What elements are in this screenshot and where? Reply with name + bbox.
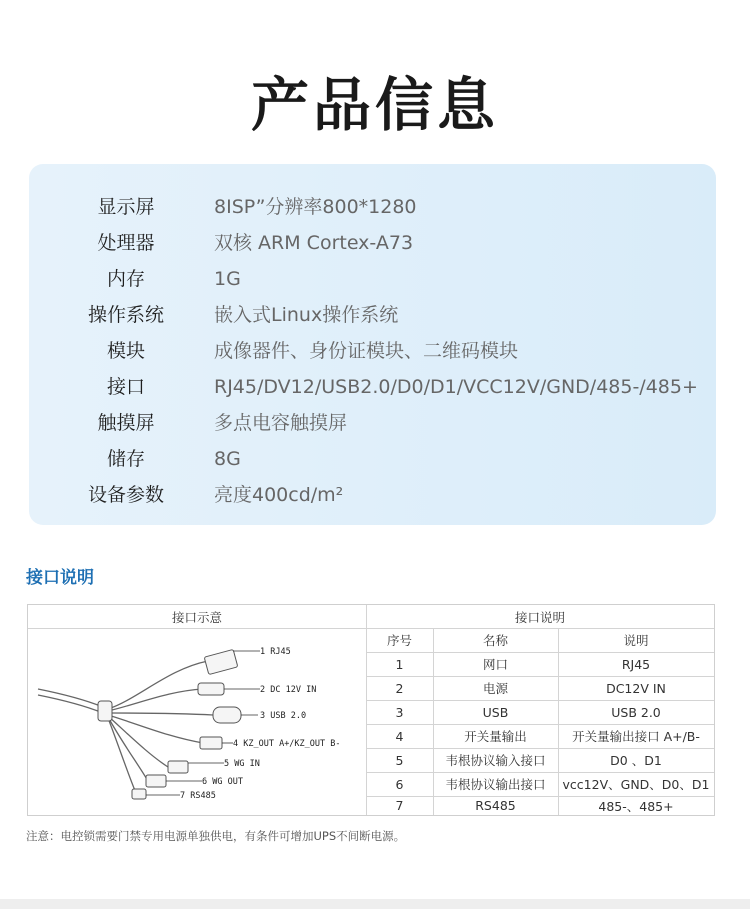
spec-value: RJ45/DV12/USB2.0/D0/D1/VCC12V/GND/485-/485+: [214, 376, 698, 398]
spec-label: 触摸屏: [97, 412, 155, 434]
row-name: 网口: [482, 657, 508, 672]
row-number: 7: [395, 798, 404, 813]
spec-value: 亮度400cd/m²: [214, 484, 344, 506]
power-note: 注意：电控锁需要门禁专用电源单独供电，有条件可增加UPS不间断电源。: [26, 829, 406, 843]
diagram-label: 5 WG IN: [224, 759, 260, 769]
wg-in-connector: [168, 761, 188, 773]
spec-label: 显示屏: [97, 196, 155, 218]
rj45-connector: [204, 649, 238, 674]
row-name: USB: [482, 704, 509, 720]
cable-junction: [98, 701, 112, 721]
spec-row: [29, 189, 716, 225]
spec-row: [29, 333, 716, 369]
spec-row: [29, 441, 716, 477]
row-name: 电源: [482, 681, 508, 696]
spec-label: 储存: [106, 448, 145, 470]
row-desc: USB 2.0: [611, 704, 661, 720]
spec-label: 模块: [106, 340, 145, 362]
column-header: 名称: [482, 633, 508, 648]
diagram-label: 1 RJ45: [260, 647, 291, 657]
row-name: 韦根协议输出接口: [445, 777, 546, 792]
spec-value: 8ISP”分辨率800*1280: [214, 196, 417, 218]
wg-out-connector: [146, 775, 166, 787]
spec-row: [29, 261, 716, 297]
row-number: 4: [395, 728, 404, 744]
spec-value: 成像器件、身份证模块、二维码模块: [214, 340, 519, 362]
spec-label: 设备参数: [87, 484, 164, 506]
spec-value: 1G: [214, 268, 241, 290]
spec-label: 操作系统: [87, 304, 164, 326]
row-number: 2: [395, 680, 404, 696]
rs485-connector: [132, 789, 146, 799]
spec-row: [29, 225, 716, 261]
diagram-label: 4 KZ_OUT A+/KZ_OUT B-: [233, 739, 341, 749]
cable-diagram: [28, 629, 366, 815]
diagram-label: 7 RS485: [180, 791, 216, 801]
spec-row: [29, 369, 716, 405]
row-number: 3: [395, 704, 404, 720]
diagram-label: 6 WG OUT: [202, 777, 243, 787]
diagram-label: 2 DC 12V IN: [260, 685, 317, 695]
table-header: 接口说明: [514, 609, 565, 625]
spec-panel: [29, 164, 716, 525]
row-desc: vcc12V、GND、D0、D1: [562, 777, 710, 792]
row-name: RS485: [475, 798, 516, 813]
label-leaders: [146, 651, 260, 795]
section-title: 接口说明: [26, 568, 94, 588]
row-name: 开关量输出: [464, 729, 527, 744]
row-desc: 开关量输出接口 A+/B-: [572, 729, 700, 744]
row-desc: DC12V IN: [606, 680, 666, 696]
spec-value: 嵌入式Linux操作系统: [214, 304, 399, 326]
column-header: 序号: [386, 633, 412, 648]
column-header: 说明: [623, 633, 649, 648]
row-number: 5: [395, 752, 404, 768]
page-title: 产品信息: [250, 71, 499, 139]
row-desc: RJ45: [621, 656, 651, 672]
dc-connector: [198, 683, 224, 695]
spec-label: 内存: [106, 268, 145, 290]
diagram-label: 3 USB 2.0: [260, 711, 307, 721]
row-desc: D0 、D1: [610, 753, 662, 768]
spec-row: [29, 405, 716, 441]
spec-value: 双核 ARM Cortex-A73: [214, 232, 414, 254]
row-number: 1: [395, 656, 404, 672]
usb-connector: [213, 707, 241, 723]
row-name: 韦根协议输入接口: [445, 753, 546, 768]
diagram-header: 接口示意: [171, 609, 222, 625]
kz-out-connector: [200, 737, 222, 749]
spec-row: [29, 477, 716, 513]
spec-label: 处理器: [97, 232, 155, 254]
spec-label: 接口: [106, 376, 145, 398]
spec-value: 多点电容触摸屏: [214, 412, 348, 434]
interface-table: [27, 604, 715, 816]
row-number: 6: [395, 776, 404, 792]
spec-value: 8G: [214, 448, 241, 470]
spec-row: [29, 297, 716, 333]
bottom-bar: [0, 899, 750, 909]
row-desc: 485-、485+: [598, 798, 674, 814]
